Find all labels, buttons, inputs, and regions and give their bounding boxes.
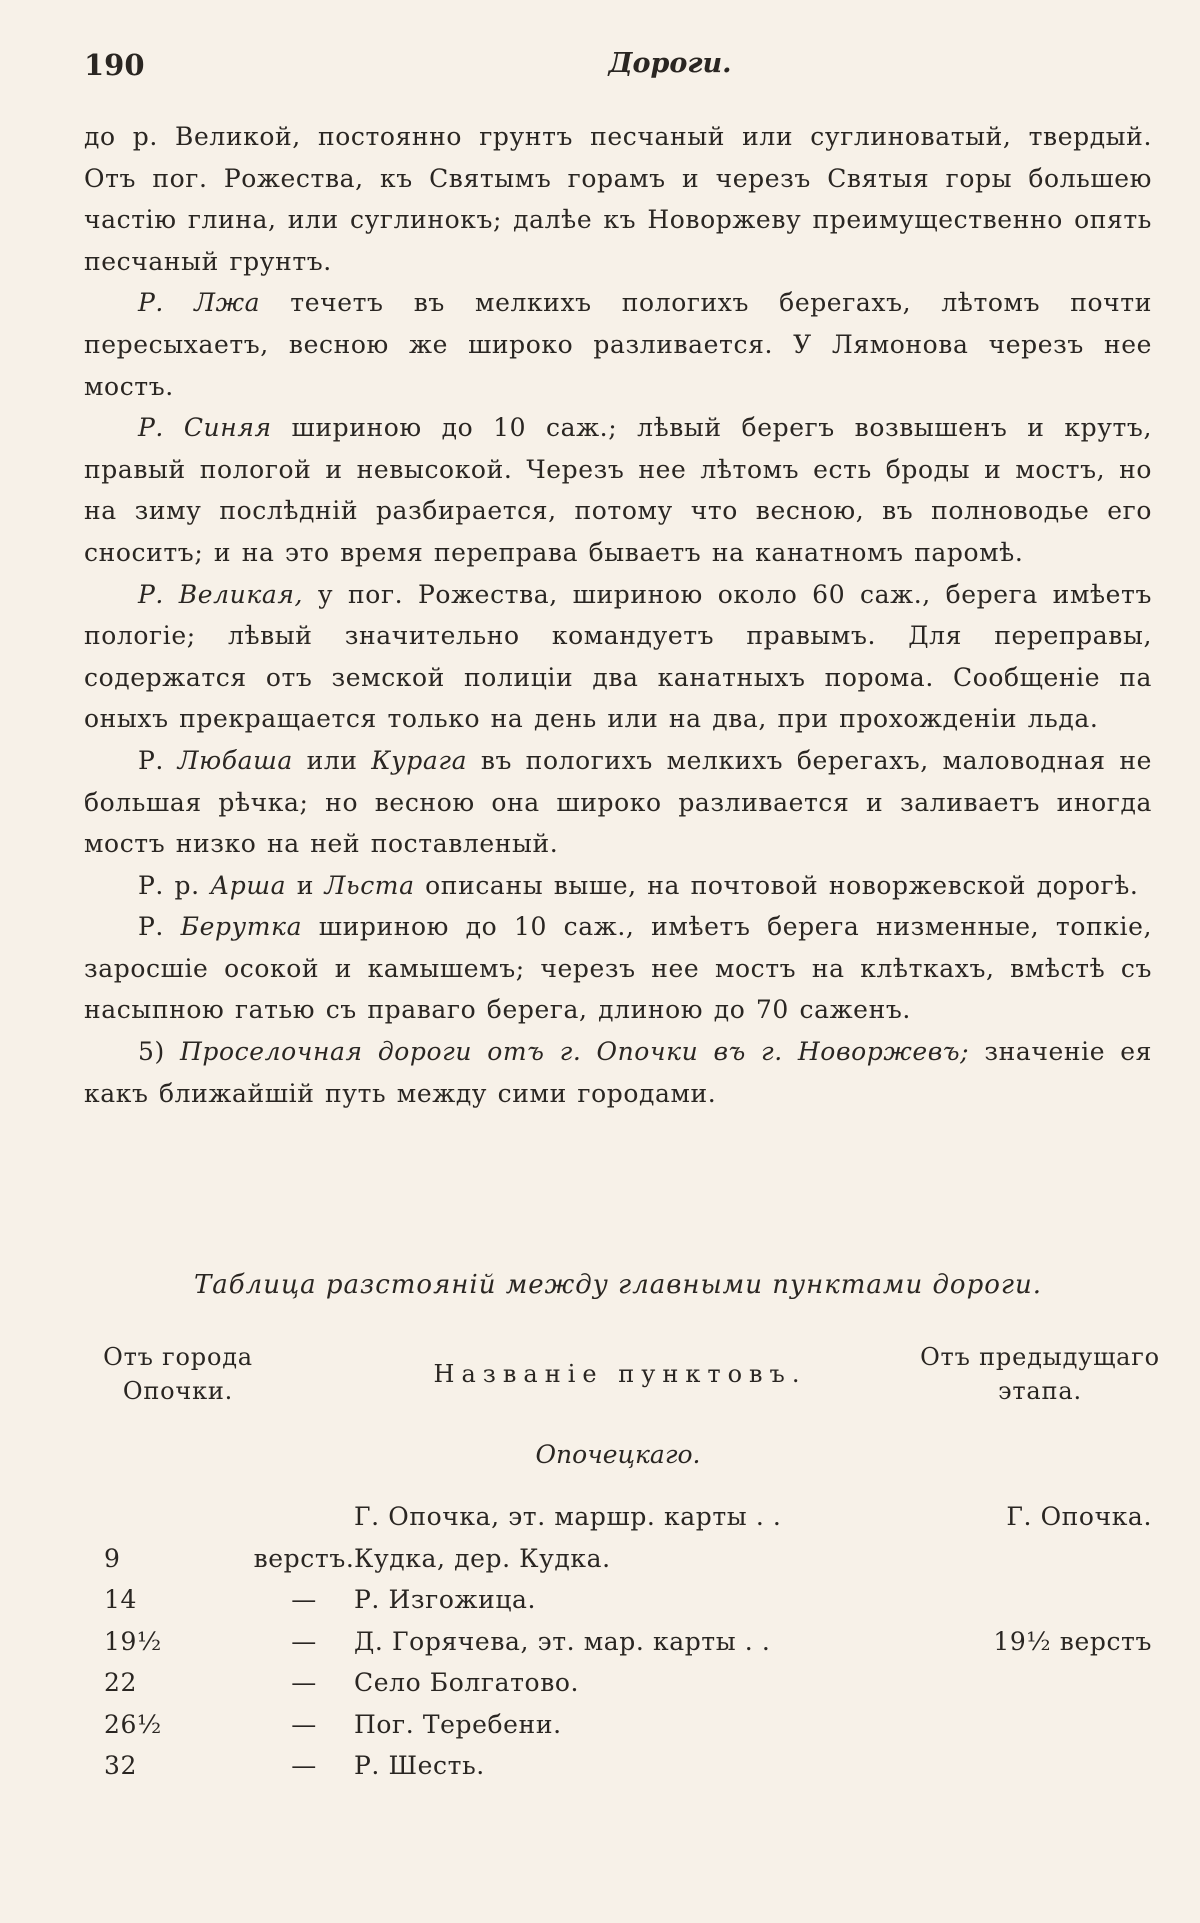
table-title: Таблица разстояній между главными пунктами дороги. <box>193 1270 1043 1300</box>
distance-value: 32 <box>104 1751 138 1780</box>
text-run: до р. Великой, постоянно грунтъ песчаный или суглиноватый, твердый. Отъ пог. Рожества, къ Святымъ горамъ и черезъ Святыя горы большею частію глина, или суглинокъ; далѣе къ Новоржеву преимущественно опять песчаный грунтъ. <box>84 122 1152 276</box>
distance-value: 14 <box>104 1585 138 1614</box>
text-run: Р. <box>138 912 181 942</box>
column-header-from-previous: Отъ предыдущаго этапа. <box>920 1343 1160 1405</box>
italic-text: Арша <box>210 870 287 900</box>
text-run: значеніе ея какъ ближайшій путь между сими городами. <box>84 1037 1153 1108</box>
table-row <box>84 1662 1152 1704</box>
previous-stage-distance: 19½ верстъ <box>993 1626 1152 1656</box>
text-run: въ пологихъ мелкихъ берегахъ, маловодная не большая рѣчка; но весною она широко разливается и заливаетъ иногда мостъ низко на ней поставленый. <box>84 745 1153 859</box>
italic-text: Р. Синяя <box>138 413 272 443</box>
italic-text: Р. Великая, <box>138 579 304 609</box>
text-run: шириною до 10 саж.; лѣвый берегъ возвышенъ и крутъ, правый пологой и невысокой. Черезъ нее лѣтомъ есть броды и мостъ, но на зиму послѣдній разбирается, потому что весною, въ полноводье его сноситъ; и на это время переправа бываетъ на канатномъ паромѣ. <box>84 413 1152 567</box>
column-header-from-town: Отъ города Опочки. <box>103 1343 253 1405</box>
point-name: Д. Горячева, эт. мар. карты . . <box>354 1626 771 1656</box>
text-run: шириною до 10 саж., имѣетъ берега низменные, топкіе, заросшіе осокой и камышемъ; черезъ нее мостъ на клѣткахъ, вмѣстѣ съ насыпною гатью съ праваго берега, длиною до 70 саженъ. <box>84 912 1153 1025</box>
distance-value: 9 <box>104 1543 121 1573</box>
paragraph <box>84 740 1152 865</box>
running-head: Дороги. <box>608 48 732 79</box>
italic-text: Курага <box>371 745 468 775</box>
point-name: Г. Опочка, эт. маршр. карты . . <box>354 1502 782 1531</box>
point-name: Пог. Теребени. <box>354 1709 562 1739</box>
distance-unit: — <box>291 1709 317 1739</box>
paragraph <box>84 574 1152 740</box>
distance-value: 26½ <box>104 1709 162 1739</box>
table-row <box>84 1579 1152 1621</box>
distance-unit: — <box>291 1668 317 1697</box>
previous-stage-distance: Г. Опочка. <box>1006 1502 1152 1531</box>
paragraph <box>84 865 1152 907</box>
column-header-point-names: Названіе пунктовъ. <box>433 1360 807 1388</box>
table-section-title: Опочецкаго. <box>535 1440 701 1469</box>
page-header <box>84 48 1152 88</box>
page-number: 190 <box>84 48 145 82</box>
text-run: и <box>286 870 325 900</box>
paragraph <box>84 407 1152 573</box>
point-name: Село Болгатово. <box>354 1668 580 1697</box>
italic-text: Р. Лжа <box>138 288 261 318</box>
point-name: Р. Шесть. <box>354 1751 485 1780</box>
distance-unit: верстъ. <box>253 1543 355 1573</box>
table-row <box>84 1538 1152 1580</box>
table-row <box>84 1745 1152 1787</box>
text-run: или <box>292 745 372 775</box>
text-run: Р. <box>138 745 178 775</box>
table-row <box>84 1496 1152 1538</box>
distance-unit: — <box>291 1751 317 1780</box>
body-text <box>84 116 1152 1114</box>
text-run: течетъ въ мелкихъ пологихъ берегахъ, лѣтомъ почти пересыхаетъ, весною же широко разливается. У Лямонова черезъ нее мостъ. <box>84 288 1152 401</box>
distance-table <box>84 1496 1152 1787</box>
distance-unit: — <box>291 1626 317 1656</box>
table-row <box>84 1621 1152 1663</box>
italic-text: Берутка <box>180 912 303 942</box>
distance-value: 22 <box>104 1668 138 1697</box>
italic-text: Любаша <box>177 745 293 775</box>
italic-text: Проселочная дороги отъ г. Опочки въ г. Новоржевъ; <box>180 1037 970 1067</box>
table-row <box>84 1704 1152 1746</box>
paragraph <box>84 116 1152 282</box>
text-run: Р. р. <box>138 870 211 900</box>
distance-value: 19½ <box>104 1626 162 1656</box>
distance-unit: — <box>291 1585 317 1614</box>
text-run: у пог. Рожества, шириною около 60 саж., берега имѣетъ пологіе; лѣвый значительно командуетъ правымъ. Для переправы, содержатся отъ земской полиціи два канатныхъ порома. Сообщеніе па оныхъ прекращается только на день или на два, при прохожденіи льда. <box>84 579 1152 734</box>
point-name: Р. Изгожица. <box>354 1585 537 1614</box>
text-run: описаны выше, на почтовой новоржевской дорогѣ. <box>414 870 1139 900</box>
paragraph <box>84 1031 1152 1114</box>
text-run: 5) <box>138 1037 180 1067</box>
italic-text: Льста <box>324 870 415 900</box>
paragraph <box>84 906 1152 1031</box>
point-name: Кудка, дер. Кудка. <box>354 1543 611 1573</box>
paragraph <box>84 282 1152 407</box>
